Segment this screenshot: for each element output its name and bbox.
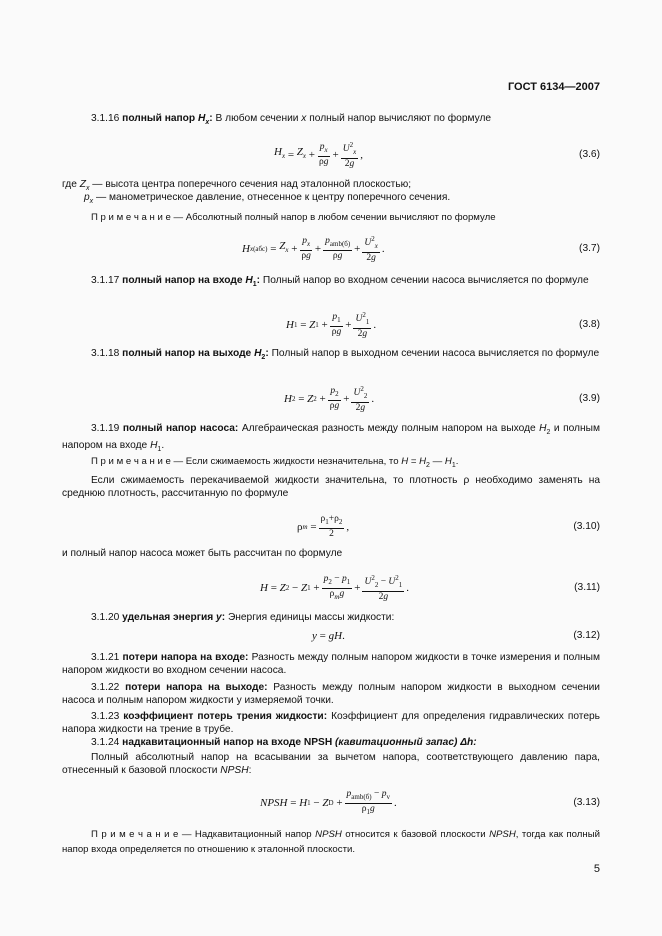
equation-3-10: ρ m = $\frac{\rho_1+\rho_2}{2}$ , (3.10): [297, 514, 600, 539]
equation-3-12: y = gH . (3.12): [312, 629, 600, 642]
where-clause: где $Z_x$ — высота центра поперечного сечения над эталонной плоскостью;: [62, 179, 412, 193]
page-number: 5: [593, 863, 600, 875]
equation-3-7: H x(абс) = $Z_x$ + $\frac{p_x}{\rho g}$ + $\frac{p_{amb(б)}}{\rho g}$ + $\frac{U^2_x}{2g}$ . (3.7): [242, 234, 600, 264]
standard-header: ГОСТ 6134—2007: [507, 81, 600, 93]
clause-3-1-23: 3.1.23 коэффициент потерь трения жидкости: Коэффициент для определения гидравлических потерь напора жидкости на трение в трубе.: [62, 711, 600, 735]
compressibility-paragraph: Если сжимаемость перекачиваемой жидкости значительна, то плотность ρ необходимо заменять на среднюю плотность, рассчитанную по формуле: [62, 475, 600, 499]
note-3: П р и м е ч а н и е — Надкавитационный напор NPSH относится к базовой плоскости NPSH, тогда как полный напор входа определяется по отношению к эталонной плоскости.: [62, 829, 600, 855]
note-1: П р и м е ч а н и е — Абсолютный полный напор в любом сечении вычисляют по формуле: [91, 212, 496, 223]
clause-3-1-17: 3.1.17 полный напор на входе $H_1$: Полный напор во входном сечении насоса вычисляется по формуле: [91, 275, 589, 289]
clause-3-1-16: 3.1.16 полный напор $H_x$: В любом сечении x полный напор вычисляют по формуле: [91, 113, 492, 127]
note-2: П р и м е ч а н и е — Если сжимаемость жидкости незначительна, то $H = H_2$ — $H_1$.: [91, 456, 459, 469]
clause-3-1-24: 3.1.24 надкавитационный напор на входе NPSH (кавитационный запас) Δh:: [91, 737, 477, 748]
where-px: $p_x$ — манометрическое давление, отнесенное к центру поперечного сечения.: [84, 192, 451, 206]
clause-3-1-22: 3.1.22 потери напора на выходе: Разность между полным напором жидкости в выходном сечении насоса и полным напором жидкости у измеряемой точки.: [62, 682, 600, 706]
clause-3-1-21: 3.1.21 потери напора на входе: Разность между полным напором жидкости в точке измерения и полным напором жидкости во входном сечении насоса.: [62, 652, 600, 676]
npsh-definition: Полный абсолютный напор на всасывании за вычетом напора, соответствующего давлению пара, отнесенный к базовой плоскости NPSH:: [62, 752, 600, 776]
equation-3-8: H 1 = Z 1 + $\frac{p_1}{\rho g}$ + $\frac{U^2_1}{2g}$ . (3.8): [286, 310, 600, 340]
equation-3-6: $H_x$ = $Z_x$ + $\frac{p_x}{\rho g}$ + $\frac{U^2_x}{2g}$ , (3.6): [274, 140, 600, 170]
clause-3-1-18: 3.1.18 полный напор на выходе $H_2$: Полный напор в выходном сечении насоса вычисляется по формуле: [91, 348, 600, 362]
clause-3-1-19: 3.1.19 полный напор насоса: Алгебраическая разность между полным напором на выходе $H_2$ и полным напором на входе $H_1$.: [62, 423, 600, 454]
head-formula-intro: и полный напор насоса может быть рассчитан по формуле: [62, 548, 343, 559]
equation-3-11: H = Z 2 − Z 1 + $\frac{p_2 - p_1}{\rho_mg}$ + $\frac{U^2_2 - U^2_1}{2g}$ . (3.11): [260, 573, 600, 603]
equation-3-13: NPSH = H 1 − Z D + $\frac{p_{amb(б)} - p_v}{\rho_1g}$ . (3.13): [260, 788, 600, 816]
equation-3-9: H 2 = Z 2 + $\frac{p_2}{\rho g}$ + $\frac{U^2_2}{2g}$ . (3.9): [284, 384, 600, 414]
clause-3-1-20: 3.1.20 удельная энергия y: Энергия единицы массы жидкости:: [91, 612, 395, 623]
